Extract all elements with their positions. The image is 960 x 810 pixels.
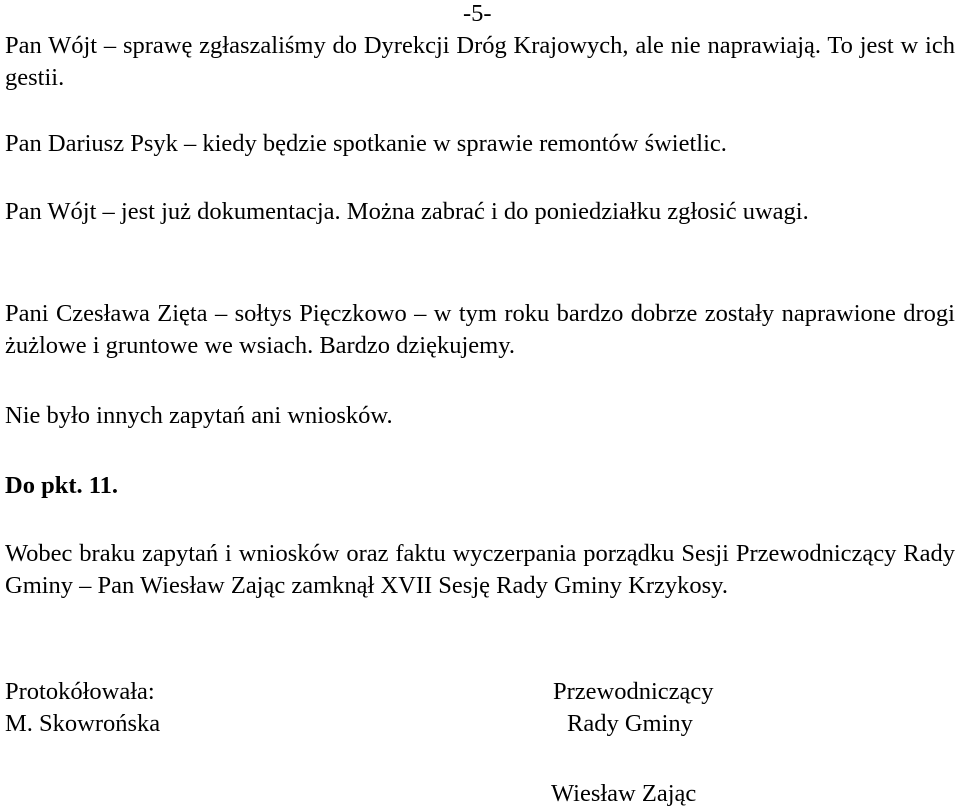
paragraph-2-text: Pan Dariusz Psyk – kiedy będzie spotkanie w sprawie remontów świetlic.: [5, 130, 727, 157]
paragraph-4-text: Pani Czesława Zięta – sołtys Pięczkowo – w tym roku bardzo dobrze zostały naprawione drogi żużlowe i gruntowe we wsiach. Bardzo dziękujemy.: [5, 300, 955, 359]
protocol-label: Protokółowała:: [5, 678, 155, 705]
paragraph-1: [5, 30, 955, 94]
chair-title: Przewodniczący: [553, 678, 714, 705]
paragraph-closing: [5, 538, 955, 602]
paragraph-4: [5, 298, 955, 362]
paragraph-5: [5, 400, 955, 432]
chair-body: Rady Gminy: [567, 710, 693, 737]
chair-name: Wiesław Zając: [551, 780, 697, 807]
page-number: -5-: [463, 0, 492, 27]
paragraph-1-text: Pan Wójt – sprawę zgłaszaliśmy do Dyrekcji Dróg Krajowych, ale nie naprawiają. To jest w ich gestii.: [5, 32, 955, 91]
protocol-name: M. Skowrońska: [5, 710, 161, 737]
paragraph-3: [5, 196, 955, 228]
paragraph-3-text: Pan Wójt – jest już dokumentacja. Można zabrać i do poniedziałku zgłosić uwagi.: [5, 198, 809, 225]
paragraph-5-text: Nie było innych zapytań ani wniosków.: [5, 402, 393, 429]
paragraph-closing-text: Wobec braku zapytań i wniosków oraz faktu wyczerpania porządku Sesji Przewodniczący Rady Gminy – Pan Wiesław Zając zamknął XVII Sesję Rady Gminy Krzykosy.: [5, 540, 955, 599]
paragraph-2: [5, 128, 955, 160]
section-heading: Do pkt. 11.: [5, 472, 119, 499]
